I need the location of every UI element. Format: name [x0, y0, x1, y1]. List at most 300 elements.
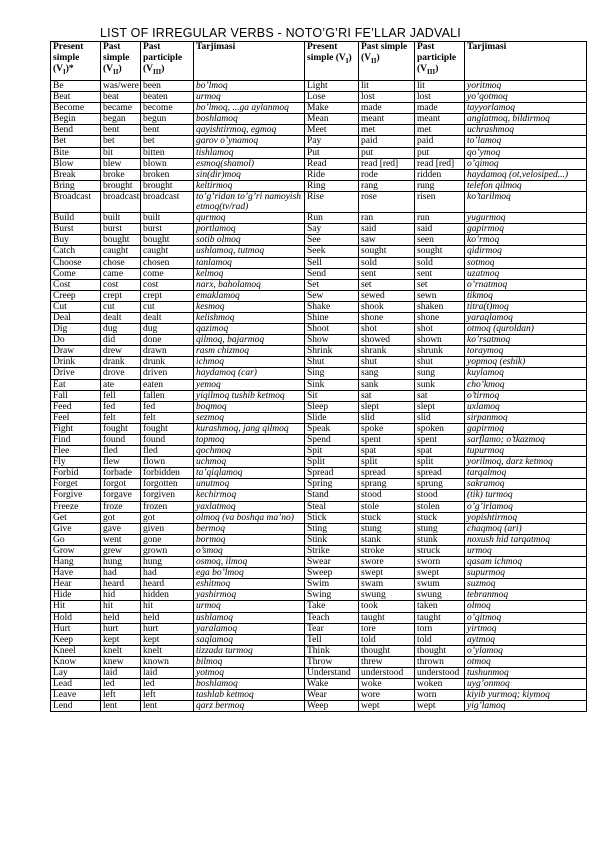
past-participle-cell: forgiven: [141, 490, 194, 501]
translation-cell: tupurmoq: [465, 446, 587, 457]
table-row: [51, 590, 587, 601]
present-simple-cell: Drink: [51, 357, 101, 368]
past-simple-cell: spread: [359, 468, 415, 479]
past-simple-cell: bit: [101, 147, 141, 158]
past-simple-cell: sprang: [359, 479, 415, 490]
present-simple-cell: Drive: [51, 368, 101, 379]
table-row: [51, 534, 587, 545]
translation-cell: bilmoq: [194, 656, 305, 667]
translation-cell: yo’qotmoq: [465, 92, 587, 103]
present-simple-cell: Rise: [305, 191, 359, 212]
table-row: [51, 335, 587, 346]
present-simple-cell: Swear: [305, 557, 359, 568]
header-past-participle: Past participle $(V_{III})$: [141, 42, 194, 81]
past-participle-cell: hung: [141, 557, 194, 568]
table-row: [51, 601, 587, 612]
past-simple-cell: stole: [359, 501, 415, 512]
translation-cell: tishlamoq: [194, 147, 305, 158]
present-simple-cell: Creep: [51, 290, 101, 301]
table-row: [51, 290, 587, 301]
past-participle-cell: fought: [141, 423, 194, 434]
translation-cell: qurmoq: [194, 213, 305, 224]
past-participle-cell: ridden: [415, 169, 465, 180]
present-simple-cell: Hit: [51, 601, 101, 612]
present-simple-cell: Steal: [305, 501, 359, 512]
present-simple-cell: Deal: [51, 312, 101, 323]
translation-cell: haydamoq (car): [194, 368, 305, 379]
past-simple-cell: rose: [359, 191, 415, 212]
past-simple-cell: found: [101, 435, 141, 446]
past-simple-cell: cut: [101, 301, 141, 312]
table-row: [51, 490, 587, 501]
past-participle-cell: flown: [141, 457, 194, 468]
past-simple-cell: forbade: [101, 468, 141, 479]
translation-cell: saqlamoq: [194, 634, 305, 645]
table-row: [51, 656, 587, 667]
past-simple-cell: set: [359, 279, 415, 290]
present-simple-cell: Choose: [51, 257, 101, 268]
table-row: [51, 213, 587, 224]
past-simple-cell: held: [101, 612, 141, 623]
past-simple-cell: began: [101, 114, 141, 125]
past-simple-cell: shot: [359, 324, 415, 335]
past-simple-cell: knew: [101, 656, 141, 667]
translation-cell: yopishtirmoq: [465, 512, 587, 523]
past-participle-cell: taught: [415, 612, 465, 623]
past-participle-cell: heard: [141, 579, 194, 590]
translation-cell: sotib olmoq: [194, 235, 305, 246]
past-simple-cell: hid: [101, 590, 141, 601]
present-simple-cell: Teach: [305, 612, 359, 623]
present-simple-cell: Spring: [305, 479, 359, 490]
present-simple-cell: Put: [305, 147, 359, 158]
present-simple-cell: Sing: [305, 368, 359, 379]
past-simple-cell: wore: [359, 690, 415, 701]
past-participle-cell: told: [415, 634, 465, 645]
past-participle-cell: got: [141, 512, 194, 523]
past-simple-cell: swung: [359, 590, 415, 601]
translation-cell: sotmoq: [465, 257, 587, 268]
past-participle-cell: given: [141, 523, 194, 534]
header-past-simple-right: Past simple $(V_{II})$: [359, 42, 415, 81]
translation-cell: ushlamoq, tutmoq: [194, 246, 305, 257]
past-simple-cell: bet: [101, 136, 141, 147]
table-row: [51, 446, 587, 457]
past-simple-cell: cost: [101, 279, 141, 290]
present-simple-cell: Send: [305, 268, 359, 279]
past-simple-cell: felt: [101, 412, 141, 423]
present-simple-cell: Burst: [51, 224, 101, 235]
past-simple-cell: told: [359, 634, 415, 645]
translation-cell: o’rnatmoq: [465, 279, 587, 290]
table-row: [51, 679, 587, 690]
translation-cell: bormoq: [194, 534, 305, 545]
present-simple-cell: Sweep: [305, 568, 359, 579]
past-simple-cell: grew: [101, 545, 141, 556]
table-row: [51, 279, 587, 290]
past-participle-cell: lent: [141, 701, 194, 712]
translation-cell: qidirmoq: [465, 246, 587, 257]
translation-cell: topmoq: [194, 435, 305, 446]
page-title: LIST OF IRREGULAR VERBS - NOTO’G’RI FE’LLAR JADVALI: [100, 26, 461, 40]
translation-cell: anglatmoq, bildirmoq: [465, 114, 587, 125]
translation-cell: ko’rsatmoq: [465, 335, 587, 346]
present-simple-cell: Hide: [51, 590, 101, 601]
past-participle-cell: broken: [141, 169, 194, 180]
table-row: [51, 368, 587, 379]
present-simple-cell: Freeze: [51, 501, 101, 512]
translation-cell: otmoq: [465, 656, 587, 667]
past-participle-cell: taken: [415, 601, 465, 612]
past-participle-cell: driven: [141, 368, 194, 379]
past-participle-cell: spat: [415, 446, 465, 457]
present-simple-cell: Forget: [51, 479, 101, 490]
table-row: [51, 568, 587, 579]
translation-cell: yorilmoq, darz ketmoq: [465, 457, 587, 468]
header-past-simple: Past simple $(V_{II})$: [101, 42, 141, 81]
past-simple-cell: dug: [101, 324, 141, 335]
past-simple-cell: stroke: [359, 545, 415, 556]
table-row: [51, 180, 587, 191]
past-participle-cell: spoken: [415, 423, 465, 434]
past-simple-cell: bent: [101, 125, 141, 136]
translation-cell: cho’kmoq: [465, 379, 587, 390]
present-simple-cell: Build: [51, 213, 101, 224]
present-simple-cell: Split: [305, 457, 359, 468]
past-participle-cell: bought: [141, 235, 194, 246]
table-row: [51, 523, 587, 534]
translation-cell: to’lamoq: [465, 136, 587, 147]
past-simple-cell: put: [359, 147, 415, 158]
present-simple-cell: Sell: [305, 257, 359, 268]
past-participle-cell: sung: [415, 368, 465, 379]
present-simple-cell: Meet: [305, 125, 359, 136]
present-simple-cell: See: [305, 235, 359, 246]
past-simple-cell: fought: [101, 423, 141, 434]
translation-cell: tanlamoq: [194, 257, 305, 268]
past-simple-cell: slept: [359, 401, 415, 412]
past-simple-cell: spat: [359, 446, 415, 457]
table-row: [51, 235, 587, 246]
past-participle-cell: met: [415, 125, 465, 136]
translation-cell: narx, baholamoq: [194, 279, 305, 290]
past-participle-cell: made: [415, 103, 465, 114]
past-participle-cell: worn: [415, 690, 465, 701]
past-participle-cell: stung: [415, 523, 465, 534]
translation-cell: kechirmoq: [194, 490, 305, 501]
past-participle-cell: blown: [141, 158, 194, 169]
past-participle-cell: been: [141, 81, 194, 92]
table-row: [51, 312, 587, 323]
table-row: [51, 357, 587, 368]
present-simple-cell: Bring: [51, 180, 101, 191]
present-simple-cell: Seek: [305, 246, 359, 257]
past-participle-cell: slid: [415, 412, 465, 423]
translation-cell: sezmoq: [194, 412, 305, 423]
past-participle-cell: shut: [415, 357, 465, 368]
present-simple-cell: Bet: [51, 136, 101, 147]
past-simple-cell: sought: [359, 246, 415, 257]
past-participle-cell: spent: [415, 435, 465, 446]
past-simple-cell: swept: [359, 568, 415, 579]
present-simple-cell: Ring: [305, 180, 359, 191]
present-simple-cell: Get: [51, 512, 101, 523]
past-participle-cell: sunk: [415, 379, 465, 390]
past-participle-cell: led: [141, 679, 194, 690]
translation-cell: kesmoq: [194, 301, 305, 312]
header-present-simple: Present simple $(V_I)*$: [51, 42, 101, 81]
past-simple-cell: hung: [101, 557, 141, 568]
past-simple-cell: wept: [359, 701, 415, 712]
translation-cell: uzatmoq: [465, 268, 587, 279]
past-participle-cell: thought: [415, 645, 465, 656]
past-participle-cell: chosen: [141, 257, 194, 268]
present-simple-cell: Stick: [305, 512, 359, 523]
translation-cell: yoritmoq: [465, 81, 587, 92]
past-participle-cell: grown: [141, 545, 194, 556]
past-participle-cell: drunk: [141, 357, 194, 368]
present-simple-cell: Lend: [51, 701, 101, 712]
translation-cell: urmoq: [194, 92, 305, 103]
past-participle-cell: fled: [141, 446, 194, 457]
past-simple-cell: read [red]: [359, 158, 415, 169]
translation-cell: emaklamoq: [194, 290, 305, 301]
verb-rows: [51, 81, 587, 712]
present-simple-cell: Lead: [51, 679, 101, 690]
table-row: [51, 479, 587, 490]
translation-cell: haydamoq (ot,velosiped...): [465, 169, 587, 180]
past-participle-cell: burst: [141, 224, 194, 235]
past-simple-cell: froze: [101, 501, 141, 512]
past-participle-cell: sought: [415, 246, 465, 257]
past-simple-cell: lit: [359, 81, 415, 92]
past-participle-cell: laid: [141, 667, 194, 678]
past-participle-cell: forgotten: [141, 479, 194, 490]
present-simple-cell: Buy: [51, 235, 101, 246]
past-participle-cell: sent: [415, 268, 465, 279]
present-simple-cell: Shrink: [305, 346, 359, 357]
irregular-verbs-table: [50, 41, 587, 712]
past-participle-cell: gone: [141, 534, 194, 545]
translation-cell: ko’rmoq: [465, 235, 587, 246]
present-simple-cell: Think: [305, 645, 359, 656]
translation-cell: uchmoq: [194, 457, 305, 468]
translation-cell: tashlab ketmoq: [194, 690, 305, 701]
present-simple-cell: Shoot: [305, 324, 359, 335]
translation-cell: yotmoq: [194, 667, 305, 678]
past-participle-cell: sprung: [415, 479, 465, 490]
past-simple-cell: saw: [359, 235, 415, 246]
past-simple-cell: drew: [101, 346, 141, 357]
present-simple-cell: Sink: [305, 379, 359, 390]
present-simple-cell: Come: [51, 268, 101, 279]
translation-cell: suzmoq: [465, 579, 587, 590]
translation-cell: qo’ymoq: [465, 147, 587, 158]
present-simple-cell: Bend: [51, 125, 101, 136]
present-simple-cell: Find: [51, 435, 101, 446]
translation-cell: qasam ichmoq: [465, 557, 587, 568]
present-simple-cell: Strike: [305, 545, 359, 556]
past-participle-cell: seen: [415, 235, 465, 246]
present-simple-cell: Become: [51, 103, 101, 114]
past-simple-cell: rode: [359, 169, 415, 180]
translation-cell: ta’qiqlamoq: [194, 468, 305, 479]
table-row: [51, 246, 587, 257]
past-simple-cell: fell: [101, 390, 141, 401]
present-simple-cell: Fight: [51, 423, 101, 434]
past-participle-cell: put: [415, 147, 465, 158]
translation-cell: yaraqlamoq: [465, 312, 587, 323]
translation-cell: sin(dir)moq: [194, 169, 305, 180]
past-simple-cell: fled: [101, 446, 141, 457]
present-simple-cell: Dig: [51, 324, 101, 335]
present-simple-cell: Hold: [51, 612, 101, 623]
present-simple-cell: Slide: [305, 412, 359, 423]
past-simple-cell: sent: [359, 268, 415, 279]
translation-cell: o’tirmoq: [465, 390, 587, 401]
past-simple-cell: came: [101, 268, 141, 279]
translation-cell: qayishtirmoq, egmoq: [194, 125, 305, 136]
past-participle-cell: shaken: [415, 301, 465, 312]
table-row: [51, 634, 587, 645]
past-participle-cell: risen: [415, 191, 465, 212]
present-simple-cell: Break: [51, 169, 101, 180]
past-simple-cell: knelt: [101, 645, 141, 656]
past-participle-cell: knelt: [141, 645, 194, 656]
past-simple-cell: dealt: [101, 312, 141, 323]
present-simple-cell: Read: [305, 158, 359, 169]
past-simple-cell: stung: [359, 523, 415, 534]
present-simple-cell: Mean: [305, 114, 359, 125]
translation-cell: sarflamo; o’tkazmoq: [465, 435, 587, 446]
past-simple-cell: slid: [359, 412, 415, 423]
present-simple-cell: Forbid: [51, 468, 101, 479]
present-simple-cell: Leave: [51, 690, 101, 701]
past-simple-cell: became: [101, 103, 141, 114]
past-participle-cell: lost: [415, 92, 465, 103]
present-simple-cell: Tell: [305, 634, 359, 645]
past-participle-cell: frozen: [141, 501, 194, 512]
translation-cell: olmoq (va boshqa ma’no): [194, 512, 305, 523]
present-simple-cell: Fall: [51, 390, 101, 401]
present-simple-cell: Have: [51, 568, 101, 579]
past-simple-cell: understood: [359, 667, 415, 678]
past-simple-cell: forgave: [101, 490, 141, 501]
present-simple-cell: Go: [51, 534, 101, 545]
past-participle-cell: woken: [415, 679, 465, 690]
past-participle-cell: beaten: [141, 92, 194, 103]
past-simple-cell: caught: [101, 246, 141, 257]
present-simple-cell: Cost: [51, 279, 101, 290]
past-simple-cell: rang: [359, 180, 415, 191]
present-simple-cell: Keep: [51, 634, 101, 645]
present-simple-cell: Draw: [51, 346, 101, 357]
past-participle-cell: thrown: [415, 656, 465, 667]
past-simple-cell: kept: [101, 634, 141, 645]
past-simple-cell: threw: [359, 656, 415, 667]
present-simple-cell: Feel: [51, 412, 101, 423]
table-row: [51, 158, 587, 169]
present-simple-cell: Know: [51, 656, 101, 667]
past-participle-cell: caught: [141, 246, 194, 257]
present-simple-cell: Hang: [51, 557, 101, 568]
past-participle-cell: split: [415, 457, 465, 468]
table-row: [51, 667, 587, 678]
past-simple-cell: tore: [359, 623, 415, 634]
past-simple-cell: ate: [101, 379, 141, 390]
present-simple-cell: Sting: [305, 523, 359, 534]
table-row: [51, 557, 587, 568]
present-simple-cell: Lose: [305, 92, 359, 103]
past-simple-cell: broke: [101, 169, 141, 180]
past-simple-cell: stuck: [359, 512, 415, 523]
past-participle-cell: wept: [415, 701, 465, 712]
present-simple-cell: Lay: [51, 667, 101, 678]
translation-cell: yig’lamoq: [465, 701, 587, 712]
table-row: [51, 114, 587, 125]
past-participle-cell: found: [141, 435, 194, 446]
header-translation: Tarjimasi: [194, 42, 305, 81]
table-row: [51, 468, 587, 479]
present-simple-cell: Sew: [305, 290, 359, 301]
translation-cell: o’g’irlamoq: [465, 501, 587, 512]
past-participle-cell: known: [141, 656, 194, 667]
past-simple-cell: bought: [101, 235, 141, 246]
table-row: [51, 224, 587, 235]
past-simple-cell: lent: [101, 701, 141, 712]
past-simple-cell: fed: [101, 401, 141, 412]
table-row: [51, 512, 587, 523]
present-simple-cell: Make: [305, 103, 359, 114]
past-simple-cell: forgot: [101, 479, 141, 490]
translation-cell: chaqmoq (ari): [465, 523, 587, 534]
past-participle-cell: fallen: [141, 390, 194, 401]
translation-cell: yashirmoq: [194, 590, 305, 601]
header-past-participle-right: Past participle $(V_{III})$: [415, 42, 465, 81]
translation-cell: toraymoq: [465, 346, 587, 357]
past-simple-cell: crept: [101, 290, 141, 301]
table-row: [51, 623, 587, 634]
translation-cell: ichmoq: [194, 357, 305, 368]
table-row: [51, 501, 587, 512]
past-simple-cell: hit: [101, 601, 141, 612]
present-simple-cell: Spend: [305, 435, 359, 446]
past-simple-cell: was/were: [101, 81, 141, 92]
table-row: [51, 690, 587, 701]
present-simple-cell: Tear: [305, 623, 359, 634]
past-participle-cell: hit: [141, 601, 194, 612]
present-simple-cell: Take: [305, 601, 359, 612]
past-participle-cell: read [red]: [415, 158, 465, 169]
past-simple-cell: broadcast: [101, 191, 141, 212]
past-participle-cell: run: [415, 213, 465, 224]
past-participle-cell: stuck: [415, 512, 465, 523]
table-row: [51, 324, 587, 335]
past-simple-cell: thought: [359, 645, 415, 656]
past-simple-cell: beat: [101, 92, 141, 103]
translation-cell: aytmoq: [465, 634, 587, 645]
translation-cell: gapirmoq: [465, 423, 587, 434]
translation-cell: to’g’ridan to’g’ri namoyish etmoq(tv/rad): [194, 191, 305, 212]
translation-cell: tarqalmoq: [465, 468, 587, 479]
table-row: [51, 457, 587, 468]
past-participle-cell: shrunk: [415, 346, 465, 357]
translation-cell: portlamoq: [194, 224, 305, 235]
translation-cell: urmoq: [194, 601, 305, 612]
past-simple-cell: flew: [101, 457, 141, 468]
present-simple-cell: Give: [51, 523, 101, 534]
past-simple-cell: taught: [359, 612, 415, 623]
